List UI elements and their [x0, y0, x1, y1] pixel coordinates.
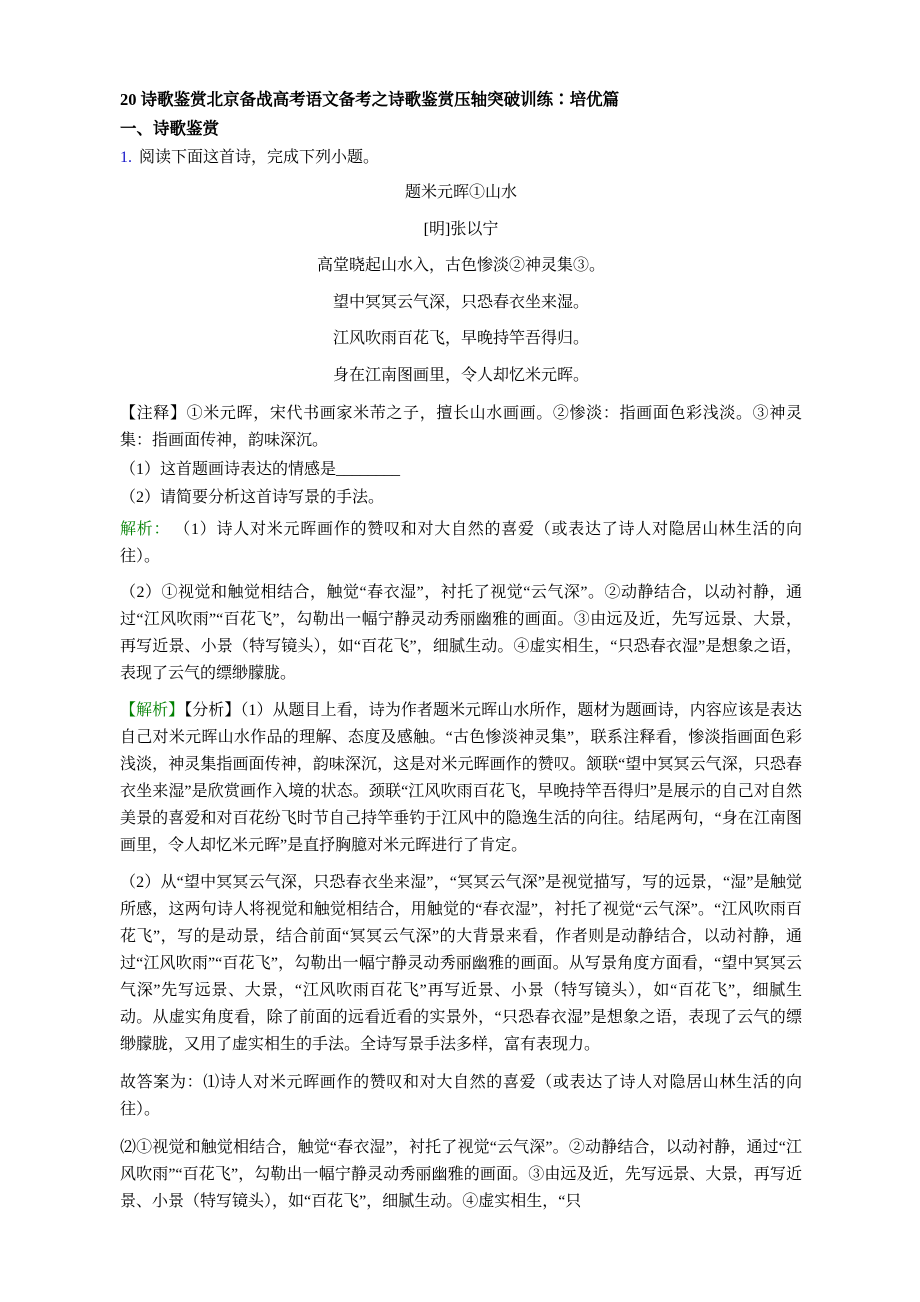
sub-question-2: （2）请简要分析这首诗写景的手法。 [120, 489, 385, 506]
document-title: 20 诗歌鉴赏北京备战高考语文备考之诗歌鉴赏压轴突破训练∶培优篇 [120, 90, 620, 109]
answer-2-text: （2）①视觉和触觉相结合，触觉“春衣湿”，衬托了视觉“云气深”。②动静结合，以动衬静，通过“江风吹雨”“百花飞”，勾勒出一幅宁静灵动秀丽幽雅的画面。③由远及近，先写远景、大景，再写近景、小景（特写镜头），如“百花飞”，细腻生动。④虚实相生，“只恐春衣湿”是想象之语，表现了云气的缥缈朦胧。 [120, 584, 802, 682]
conclusion-paragraph-1 [120, 1069, 802, 1123]
analysis-sublabel: 【分析】 [184, 702, 241, 719]
conclusion-1-text: 故答案为：⑴诗人对米元晖画作的赞叹和对大自然的喜爱（或表达了诗人对隐居山林生活的向往）。 [120, 1074, 802, 1118]
section-heading: 一、诗歌鉴赏 [120, 119, 219, 138]
sub-question-1: （1）这首题画诗表达的情感是________ [120, 461, 401, 478]
conclusion-paragraph-2 [120, 1134, 802, 1215]
question-intro-text: 阅读下面这首诗，完成下列小题。 [139, 149, 380, 166]
poem-block [120, 175, 802, 394]
poem-author: [明]张以宁 [423, 220, 499, 238]
answer-1-text: （1）诗人对米元晖画作的赞叹和对大自然的喜爱（或表达了诗人对隐居山林生活的向往）。 [120, 521, 802, 565]
poem-line-1: 高堂晓起山水入，古色惨淡②神灵集③。 [316, 257, 605, 274]
analysis-1-text: （1）从题目上看，诗为作者题米元晖山水所作，题材为题画诗，内容应该是表达自己对米元晖山水作品的理解、态度及感触。“古色惨淡神灵集”，联系注释看，惨淡指画面色彩浅淡，神灵集指画面传神，韵味深沉，这是对米元晖画作的赞叹。颔联“望中冥冥云气深，只恐春衣坐来湿”是欣赏画作入境的状态。颈联“江风吹雨百花飞，早晚持竿吾得归”是展示的自己对自然美景的喜爱和对百花纷飞时节自己持竿垂钓于江风中的隐逸生活的向往。结尾两句，“身在江南图画里，令人却忆米元晖”是直抒胸臆对米元晖进行了肯定。 [120, 702, 802, 854]
analysis-paragraph-1 [120, 697, 802, 859]
question-1-intro [120, 144, 802, 171]
poem-line-4: 身在江南图画里，令人却忆米元晖。 [332, 366, 589, 384]
answer-paragraph-2 [120, 579, 802, 687]
poem-line-2: 望中冥冥云气深，只恐春衣坐来湿。 [332, 293, 589, 311]
analysis-2-text: （2）从“望中冥冥云气深，只恐春衣坐来湿”，“冥冥云气深”是视觉描写，写的远景，“湿”是触觉所感，这两句诗人将视觉和触觉相结合，用触觉的“春衣湿”，衬托了视觉“云气深”。“江风吹雨百花飞”，写的是动景，结合前面“冥冥云气深”的大背景来看，作者则是动静结合，以动衬静，通过“江风吹雨”“百花飞”，勾勒出一幅宁静灵动秀丽幽雅的画面。从写景角度方面看，“望中冥冥云气深”先写远景、大景，“江风吹雨百花飞”再写近景、小景（特写镜头），如“百花飞”，细腻生动。从虚实角度看，除了前面的远看近看的实景外，“只恐春衣湿”是想象之语，表现了云气的缥缈朦胧，又用了虚实相生的手法。全诗写景手法多样，富有表现力。 [120, 874, 802, 1053]
analysis-paragraph-2 [120, 869, 802, 1058]
analysis-label: 【解析】 [120, 702, 185, 719]
answer-paragraph-1 [120, 516, 802, 570]
poem-notes: 【注释】①米元晖，宋代书画家米芾之子，擅长山水画画。②惨淡：指画面色彩浅淡。③神灵集：指画面传神，韵味深沉。 [120, 405, 802, 449]
question-number: 1. [120, 149, 132, 166]
answer-label: 解析： [120, 521, 171, 538]
poem-line-3: 江风吹雨百花飞，早晚持竿吾得归。 [332, 330, 589, 347]
poem-title: 题米元晖①山水 [404, 184, 517, 201]
conclusion-2-text: ⑵①视觉和触觉相结合，触觉“春衣湿”，衬托了视觉“云气深”。②动静结合，以动衬静，通过“江风吹雨”“百花飞”，勾勒出一幅宁静灵动秀丽幽雅的画面。③由远及近，先写远景、大景，再写近景、小景（特写镜头），如“百花飞”，细腻生动。④虚实相生，“只 [120, 1139, 802, 1210]
